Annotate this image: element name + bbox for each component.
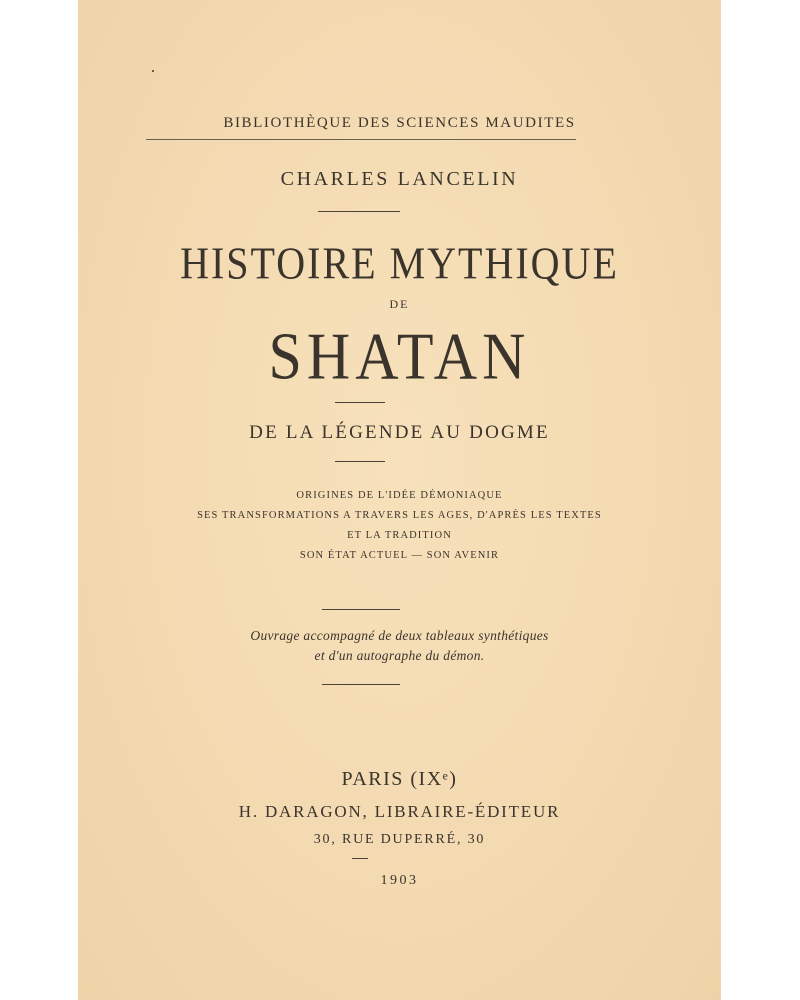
author-name: CHARLES LANCELIN (280, 168, 519, 190)
description-line: ORIGINES DE L'IDÉE DÉMONIAQUE (296, 490, 503, 501)
series-title: BIBLIOTHÈQUE DES SCIENCES MAUDITES (223, 115, 576, 131)
description-line: ET LA TRADITION (347, 530, 452, 541)
divider-rule (335, 402, 385, 403)
series-rule (146, 139, 576, 140)
description-line: SON ÉTAT ACTUEL — SON AVENIR (299, 550, 500, 561)
note-line: Ouvrage accompagné de deux tableaux synthétiques (250, 628, 549, 643)
divider-rule (335, 461, 385, 462)
description-line: SES TRANSFORMATIONS A TRAVERS LES AGES, D'APRÈS LES TEXTES (197, 510, 602, 521)
publisher-address: 30, RUE DUPERRÉ, 30 (313, 832, 486, 847)
publisher-name: H. DARAGON, LIBRAIRE-ÉDITEUR (238, 802, 561, 821)
paper-speck (152, 70, 154, 72)
book-title-connector: DE (389, 297, 410, 311)
divider-rule (318, 211, 400, 212)
divider-rule (322, 609, 400, 610)
divider-rule (352, 858, 368, 859)
publication-year: 1903 (380, 873, 419, 888)
publication-city: PARIS (IXᵉ) (341, 768, 458, 790)
divider-rule (322, 684, 400, 685)
title-page (78, 0, 721, 1000)
book-title-line2: SHATAN (268, 319, 531, 394)
note-line: et d'un autographe du démon. (314, 648, 485, 663)
book-subtitle: DE LA LÉGENDE AU DOGME (249, 422, 550, 443)
book-title-line1: HISTOIRE MYTHIQUE (180, 237, 619, 289)
